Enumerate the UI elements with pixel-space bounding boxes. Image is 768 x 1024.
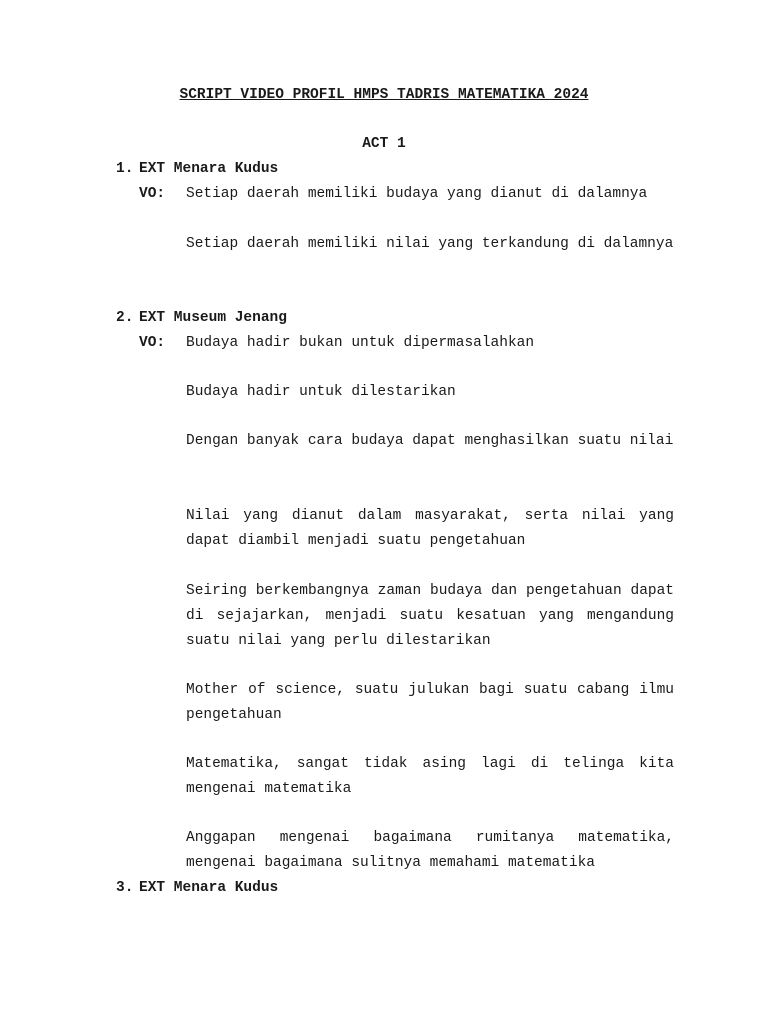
document-title: SCRIPT VIDEO PROFIL HMPS TADRIS MATEMATIKA 2024: [179, 87, 589, 103]
act-heading: ACT 1: [362, 136, 406, 152]
vo-line: Dengan banyak cara budaya dapat menghasilkan suatu nilai: [186, 433, 674, 449]
vo-line: Mother of science, suatu julukan bagi suatu cabang ilmu pengetahuan: [186, 682, 674, 723]
vo-line: Nilai yang dianut dalam masyarakat, serta nilai yang dapat diambil menjadi suatu pengetahuan: [186, 508, 674, 549]
scene-heading-2: [116, 309, 287, 327]
vo-label: VO:: [139, 335, 166, 351]
scene-heading-3: [116, 879, 278, 897]
vo-label: VO:: [139, 186, 166, 202]
vo-line: Matematika, sangat tidak asing lagi di telinga kita mengenai matematika: [186, 756, 674, 797]
scene-number: 3.: [116, 880, 134, 896]
vo-line: Anggapan mengenai bagaimana rumitanya matematika, mengenai bagaimana sulitnya memahami matematika: [186, 830, 674, 871]
vo-line: Seiring berkembangnya zaman budaya dan pengetahuan dapat di sejajarkan, menjadi suatu kesatuan yang mengandung suatu nilai yang perlu dilestarikan: [186, 583, 674, 649]
vo-line: Budaya hadir bukan untuk dipermasalahkan: [186, 335, 535, 351]
vo-line: Setiap daerah memiliki nilai yang terkandung di dalamnya: [186, 236, 674, 252]
vo-line: Budaya hadir untuk dilestarikan: [186, 384, 456, 400]
scene-title: EXT Menara Kudus: [139, 880, 279, 896]
scene-number: 2.: [116, 310, 134, 326]
scene-title: EXT Museum Jenang: [139, 310, 287, 326]
scene-heading-1: [116, 160, 278, 178]
scene-number: 1.: [116, 161, 134, 177]
vo-line: Setiap daerah memiliki budaya yang dianut di dalamnya: [186, 186, 648, 202]
scene-title: EXT Menara Kudus: [139, 161, 279, 177]
